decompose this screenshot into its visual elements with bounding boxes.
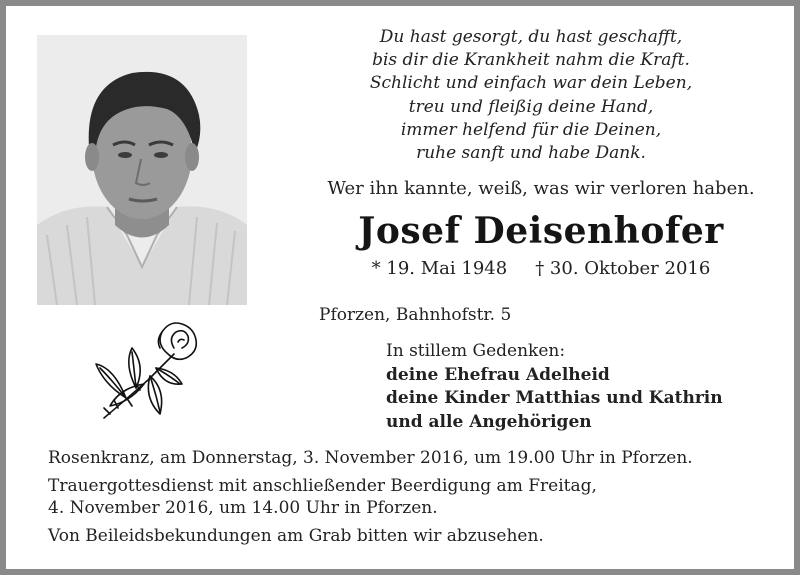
portrait-photo	[37, 35, 247, 305]
address: Pforzen, Bahnhofstr. 5	[319, 305, 512, 325]
poem-line: ruhe sanft und habe Dank.	[416, 143, 646, 164]
poem-line: Schlicht und einfach war dein Leben,	[369, 73, 693, 94]
poem-line: Du hast gesorgt, du hast geschafft,	[379, 27, 683, 47]
rosary-info: Rosenkranz, am Donnerstag, 3. November 2016, um 19.00 Uhr in Pforzen.	[48, 448, 693, 468]
mourners-intro: In stillem Gedenken:	[386, 341, 566, 361]
life-dates	[306, 258, 776, 279]
mourner-line: deine Ehefrau Adelheid	[386, 364, 610, 385]
deceased-name: Josef Deisenhofer	[358, 210, 724, 252]
poem-line: bis dir die Krankheit nahm die Kraft.	[372, 50, 690, 71]
condolences-note: Von Beileidsbekundungen am Grab bitten wir abzusehen.	[48, 525, 544, 546]
funeral-info-line1: Trauergottesdienst mit anschließender Beerdigung am Freitag,	[48, 475, 597, 496]
rose-icon	[70, 318, 202, 434]
poem-line: immer helfend für die Deinen,	[400, 119, 662, 140]
funeral-info-line2: 4. November 2016, um 14.00 Uhr in Pforzen.	[48, 498, 438, 518]
birth-date: * 19. Mai 1948	[371, 258, 508, 279]
poem-line: treu und fleißig deine Hand,	[408, 96, 654, 117]
known-line: Wer ihn kannte, weiß, was wir verloren haben.	[327, 178, 755, 199]
rose-illustration	[70, 318, 202, 434]
mourner-line: und alle Angehörigen	[386, 411, 592, 432]
poem	[306, 26, 756, 165]
mourners-block	[386, 340, 723, 434]
death-date: † 30. Oktober 2016	[535, 258, 711, 279]
mourner-line: deine Kinder Matthias und Kathrin	[386, 388, 723, 408]
service-details	[48, 447, 778, 547]
portrait-image	[37, 35, 247, 305]
